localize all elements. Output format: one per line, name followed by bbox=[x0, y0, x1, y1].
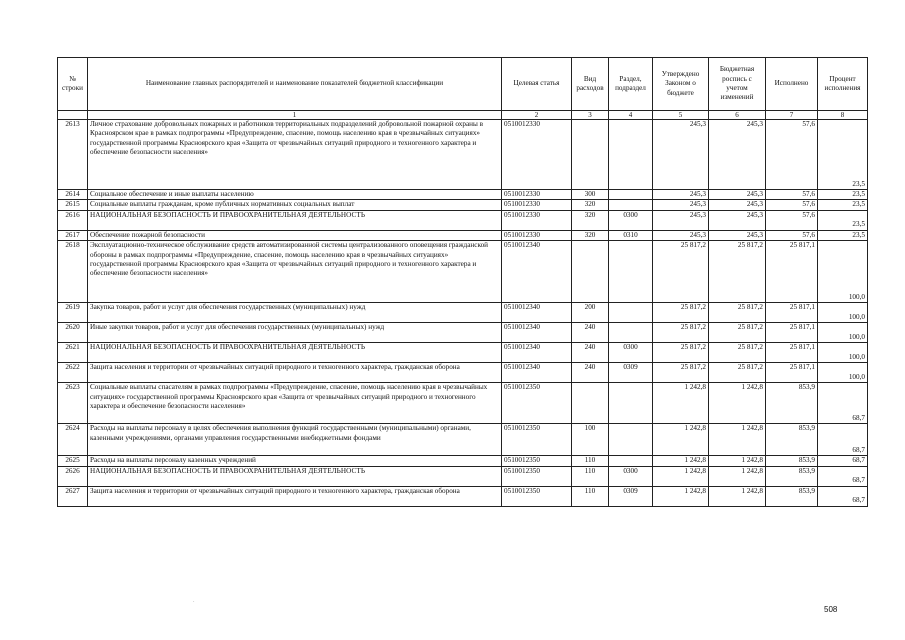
header-name: Наименование главных распорядителей и наименование показателей бюджетной классификации bbox=[88, 58, 502, 111]
row-percent: 23,5 bbox=[818, 230, 868, 240]
row-percent: 23,5 bbox=[818, 120, 868, 190]
row-section bbox=[609, 241, 653, 303]
row-approved: 245,3 bbox=[653, 230, 709, 240]
row-approved: 245,3 bbox=[653, 190, 709, 200]
row-percent: 23,5 bbox=[818, 190, 868, 200]
row-approved: 1 242,8 bbox=[653, 486, 709, 506]
row-budget-painting: 245,3 bbox=[709, 190, 766, 200]
row-percent: 68,7 bbox=[818, 486, 868, 506]
row-budget-painting: 245,3 bbox=[709, 200, 766, 210]
column-number: 2 bbox=[502, 111, 572, 120]
column-number: 1 bbox=[88, 111, 502, 120]
row-approved: 1 242,8 bbox=[653, 466, 709, 486]
row-approved: 1 242,8 bbox=[653, 383, 709, 424]
table-row bbox=[58, 241, 868, 303]
row-executed: 853,9 bbox=[766, 424, 818, 456]
row-approved: 25 817,2 bbox=[653, 303, 709, 323]
row-expense-type: 300 bbox=[572, 190, 609, 200]
row-name: Расходы на выплаты персоналу казенных учреждений bbox=[88, 456, 502, 466]
header-target-article: Целевая статья bbox=[502, 58, 572, 111]
header-row-number: № строки bbox=[58, 58, 88, 111]
row-name: Расходы на выплаты персоналу в целях обеспечения выполнения функций государственными (муниципальными) органами, казенными учреждениями, органами управления государственными внебюджетными фондами bbox=[88, 424, 502, 456]
row-percent: 100,0 bbox=[818, 363, 868, 383]
row-number: 2625 bbox=[58, 456, 88, 466]
row-expense-type bbox=[572, 241, 609, 303]
table-row bbox=[58, 120, 868, 190]
table-row bbox=[58, 343, 868, 363]
row-executed: 57,6 bbox=[766, 230, 818, 240]
table-row bbox=[58, 363, 868, 383]
row-target-article: 0510012340 bbox=[502, 343, 572, 363]
row-budget-painting: 25 817,2 bbox=[709, 303, 766, 323]
row-number: 2616 bbox=[58, 210, 88, 230]
table-row bbox=[58, 466, 868, 486]
row-executed: 57,6 bbox=[766, 210, 818, 230]
row-percent: 68,7 bbox=[818, 456, 868, 466]
row-target-article: 0510012330 bbox=[502, 200, 572, 210]
row-target-article: 0510012330 bbox=[502, 230, 572, 240]
row-section bbox=[609, 190, 653, 200]
column-number: 6 bbox=[709, 111, 766, 120]
row-budget-painting: 25 817,2 bbox=[709, 241, 766, 303]
row-section bbox=[609, 323, 653, 343]
row-target-article: 0510012340 bbox=[502, 303, 572, 323]
row-expense-type: 320 bbox=[572, 230, 609, 240]
row-target-article: 0510012350 bbox=[502, 456, 572, 466]
table-row bbox=[58, 383, 868, 424]
row-target-article: 0510012340 bbox=[502, 241, 572, 303]
row-target-article: 0510012340 bbox=[502, 323, 572, 343]
column-number: 8 bbox=[818, 111, 868, 120]
row-percent: 68,7 bbox=[818, 383, 868, 424]
row-percent: 23,5 bbox=[818, 200, 868, 210]
row-percent: 100,0 bbox=[818, 343, 868, 363]
row-name: Социальные выплаты гражданам, кроме публичных нормативных социальных выплат bbox=[88, 200, 502, 210]
table-row bbox=[58, 424, 868, 456]
column-number-row bbox=[58, 111, 868, 120]
row-percent: 100,0 bbox=[818, 323, 868, 343]
budget-document bbox=[57, 57, 867, 507]
row-percent: 100,0 bbox=[818, 241, 868, 303]
row-number: 2620 bbox=[58, 323, 88, 343]
row-section: 0300 bbox=[609, 466, 653, 486]
row-percent: 100,0 bbox=[818, 303, 868, 323]
row-target-article: 0510012330 bbox=[502, 190, 572, 200]
row-name: Иные закупки товаров, работ и услуг для обеспечения государственных (муниципальных) нужд bbox=[88, 323, 502, 343]
row-expense-type: 240 bbox=[572, 363, 609, 383]
row-name: Личное страхование добровольных пожарных и работников территориальных подразделений добровольной пожарной охраны в Красноярском крае в рамках подпрограммы «Предупреждение, спасение, помощь населению края в чрезвычайных ситуациях» государственной программы Красноярского края «Защита от чрезвычайных ситуаций природного и техногенного характера и обеспечение безопасности населения» bbox=[88, 120, 502, 190]
column-number: 5 bbox=[653, 111, 709, 120]
row-approved: 1 242,8 bbox=[653, 424, 709, 456]
row-budget-painting: 1 242,8 bbox=[709, 466, 766, 486]
row-number: 2617 bbox=[58, 230, 88, 240]
row-number: 2615 bbox=[58, 200, 88, 210]
row-executed: 853,9 bbox=[766, 466, 818, 486]
row-number: 2614 bbox=[58, 190, 88, 200]
row-approved: 25 817,2 bbox=[653, 241, 709, 303]
row-target-article: 0510012350 bbox=[502, 424, 572, 456]
row-section bbox=[609, 456, 653, 466]
row-section: 0300 bbox=[609, 210, 653, 230]
row-name: Социальные выплаты спасателям в рамках подпрограммы «Предупреждение, спасение, помощь населению края в чрезвычайных ситуациях» государственной программы Красноярского края «Защита от чрезвычайных ситуаций природного и техногенного характера и обеспечение безопасности населения» bbox=[88, 383, 502, 424]
budget-table bbox=[57, 57, 868, 507]
row-executed: 25 817,1 bbox=[766, 241, 818, 303]
row-number: 2621 bbox=[58, 343, 88, 363]
page-number: 508 bbox=[824, 605, 838, 614]
row-executed: 853,9 bbox=[766, 456, 818, 466]
row-percent: 68,7 bbox=[818, 424, 868, 456]
row-number: 2618 bbox=[58, 241, 88, 303]
row-executed: 25 817,1 bbox=[766, 323, 818, 343]
row-executed: 57,6 bbox=[766, 200, 818, 210]
row-expense-type bbox=[572, 383, 609, 424]
column-number bbox=[58, 111, 88, 120]
row-executed: 25 817,1 bbox=[766, 303, 818, 323]
row-budget-painting: 1 242,8 bbox=[709, 456, 766, 466]
row-executed: 57,6 bbox=[766, 190, 818, 200]
row-expense-type: 320 bbox=[572, 200, 609, 210]
row-target-article: 0510012350 bbox=[502, 466, 572, 486]
row-budget-painting: 25 817,2 bbox=[709, 343, 766, 363]
row-budget-painting: 245,3 bbox=[709, 230, 766, 240]
row-expense-type: 200 bbox=[572, 303, 609, 323]
header-percent: Процент исполнения bbox=[818, 58, 868, 111]
row-executed: 57,6 bbox=[766, 120, 818, 190]
row-executed: 25 817,1 bbox=[766, 363, 818, 383]
row-section bbox=[609, 383, 653, 424]
row-section: 0309 bbox=[609, 363, 653, 383]
row-section bbox=[609, 200, 653, 210]
header-expense-type: Вид расходов bbox=[572, 58, 609, 111]
table-row bbox=[58, 456, 868, 466]
row-executed: 853,9 bbox=[766, 486, 818, 506]
table-row bbox=[58, 230, 868, 240]
row-budget-painting: 1 242,8 bbox=[709, 424, 766, 456]
row-number: 2613 bbox=[58, 120, 88, 190]
row-number: 2622 bbox=[58, 363, 88, 383]
row-expense-type bbox=[572, 120, 609, 190]
row-expense-type: 320 bbox=[572, 210, 609, 230]
row-name: НАЦИОНАЛЬНАЯ БЕЗОПАСНОСТЬ И ПРАВООХРАНИТЕЛЬНАЯ ДЕЯТЕЛЬНОСТЬ bbox=[88, 343, 502, 363]
column-number: 3 bbox=[572, 111, 609, 120]
row-name: Закупка товаров, работ и услуг для обеспечения государственных (муниципальных) нужд bbox=[88, 303, 502, 323]
table-row bbox=[58, 303, 868, 323]
row-name: НАЦИОНАЛЬНАЯ БЕЗОПАСНОСТЬ И ПРАВООХРАНИТЕЛЬНАЯ ДЕЯТЕЛЬНОСТЬ bbox=[88, 210, 502, 230]
row-approved: 245,3 bbox=[653, 210, 709, 230]
column-number: 4 bbox=[609, 111, 653, 120]
row-executed: 25 817,1 bbox=[766, 343, 818, 363]
header-section: Раздел, подраздел bbox=[609, 58, 653, 111]
row-number: 2619 bbox=[58, 303, 88, 323]
row-name: Защита населения и территории от чрезвычайных ситуаций природного и техногенного характера, гражданская оборона bbox=[88, 363, 502, 383]
scan-artifact: . bbox=[193, 598, 195, 604]
row-expense-type: 110 bbox=[572, 456, 609, 466]
header-approved: Утверждено Законом о бюджете bbox=[653, 58, 709, 111]
row-approved: 25 817,2 bbox=[653, 323, 709, 343]
row-budget-painting: 1 242,8 bbox=[709, 486, 766, 506]
row-approved: 25 817,2 bbox=[653, 363, 709, 383]
row-expense-type: 110 bbox=[572, 486, 609, 506]
row-expense-type: 100 bbox=[572, 424, 609, 456]
row-number: 2624 bbox=[58, 424, 88, 456]
row-expense-type: 240 bbox=[572, 323, 609, 343]
row-expense-type: 110 bbox=[572, 466, 609, 486]
table-row bbox=[58, 200, 868, 210]
table-row bbox=[58, 486, 868, 506]
row-section: 0310 bbox=[609, 230, 653, 240]
row-executed: 853,9 bbox=[766, 383, 818, 424]
header-row bbox=[58, 58, 868, 111]
row-name: Защита населения и территории от чрезвычайных ситуаций природного и техногенного характера, гражданская оборона bbox=[88, 486, 502, 506]
row-target-article: 0510012330 bbox=[502, 120, 572, 190]
row-target-article: 0510012330 bbox=[502, 210, 572, 230]
table-row bbox=[58, 210, 868, 230]
row-expense-type: 240 bbox=[572, 343, 609, 363]
row-budget-painting: 245,3 bbox=[709, 120, 766, 190]
row-number: 2627 bbox=[58, 486, 88, 506]
table-body bbox=[58, 120, 868, 507]
row-target-article: 0510012350 bbox=[502, 486, 572, 506]
row-approved: 25 817,2 bbox=[653, 343, 709, 363]
row-budget-painting: 245,3 bbox=[709, 210, 766, 230]
row-name: Обеспечение пожарной безопасности bbox=[88, 230, 502, 240]
row-section bbox=[609, 424, 653, 456]
row-section: 0309 bbox=[609, 486, 653, 506]
table-row bbox=[58, 323, 868, 343]
row-number: 2623 bbox=[58, 383, 88, 424]
header-budget-painting: Бюджетная роспись с учетом изменений bbox=[709, 58, 766, 111]
row-name: Эксплуатационно-техническое обслуживание средств автоматизированной системы централизованного оповещения гражданской обороны в рамках подпрограммы «Предупреждение, спасение, помощь населению края в чрезвычайных ситуациях» государственной программы Красноярского края «Защита от чрезвычайных ситуаций природного и техногенного характера и обеспечение безопасности населения» bbox=[88, 241, 502, 303]
row-name: НАЦИОНАЛЬНАЯ БЕЗОПАСНОСТЬ И ПРАВООХРАНИТЕЛЬНАЯ ДЕЯТЕЛЬНОСТЬ bbox=[88, 466, 502, 486]
header-executed: Исполнено bbox=[766, 58, 818, 111]
row-target-article: 0510012340 bbox=[502, 363, 572, 383]
row-section bbox=[609, 120, 653, 190]
row-percent: 23,5 bbox=[818, 210, 868, 230]
table-row bbox=[58, 190, 868, 200]
row-budget-painting: 25 817,2 bbox=[709, 363, 766, 383]
row-budget-painting: 1 242,8 bbox=[709, 383, 766, 424]
row-section bbox=[609, 303, 653, 323]
row-budget-painting: 25 817,2 bbox=[709, 323, 766, 343]
row-percent: 68,7 bbox=[818, 466, 868, 486]
row-name: Социальное обеспечение и иные выплаты населению bbox=[88, 190, 502, 200]
row-approved: 1 242,8 bbox=[653, 456, 709, 466]
column-number: 7 bbox=[766, 111, 818, 120]
row-approved: 245,3 bbox=[653, 120, 709, 190]
row-approved: 245,3 bbox=[653, 200, 709, 210]
row-section: 0300 bbox=[609, 343, 653, 363]
row-target-article: 0510012350 bbox=[502, 383, 572, 424]
row-number: 2626 bbox=[58, 466, 88, 486]
